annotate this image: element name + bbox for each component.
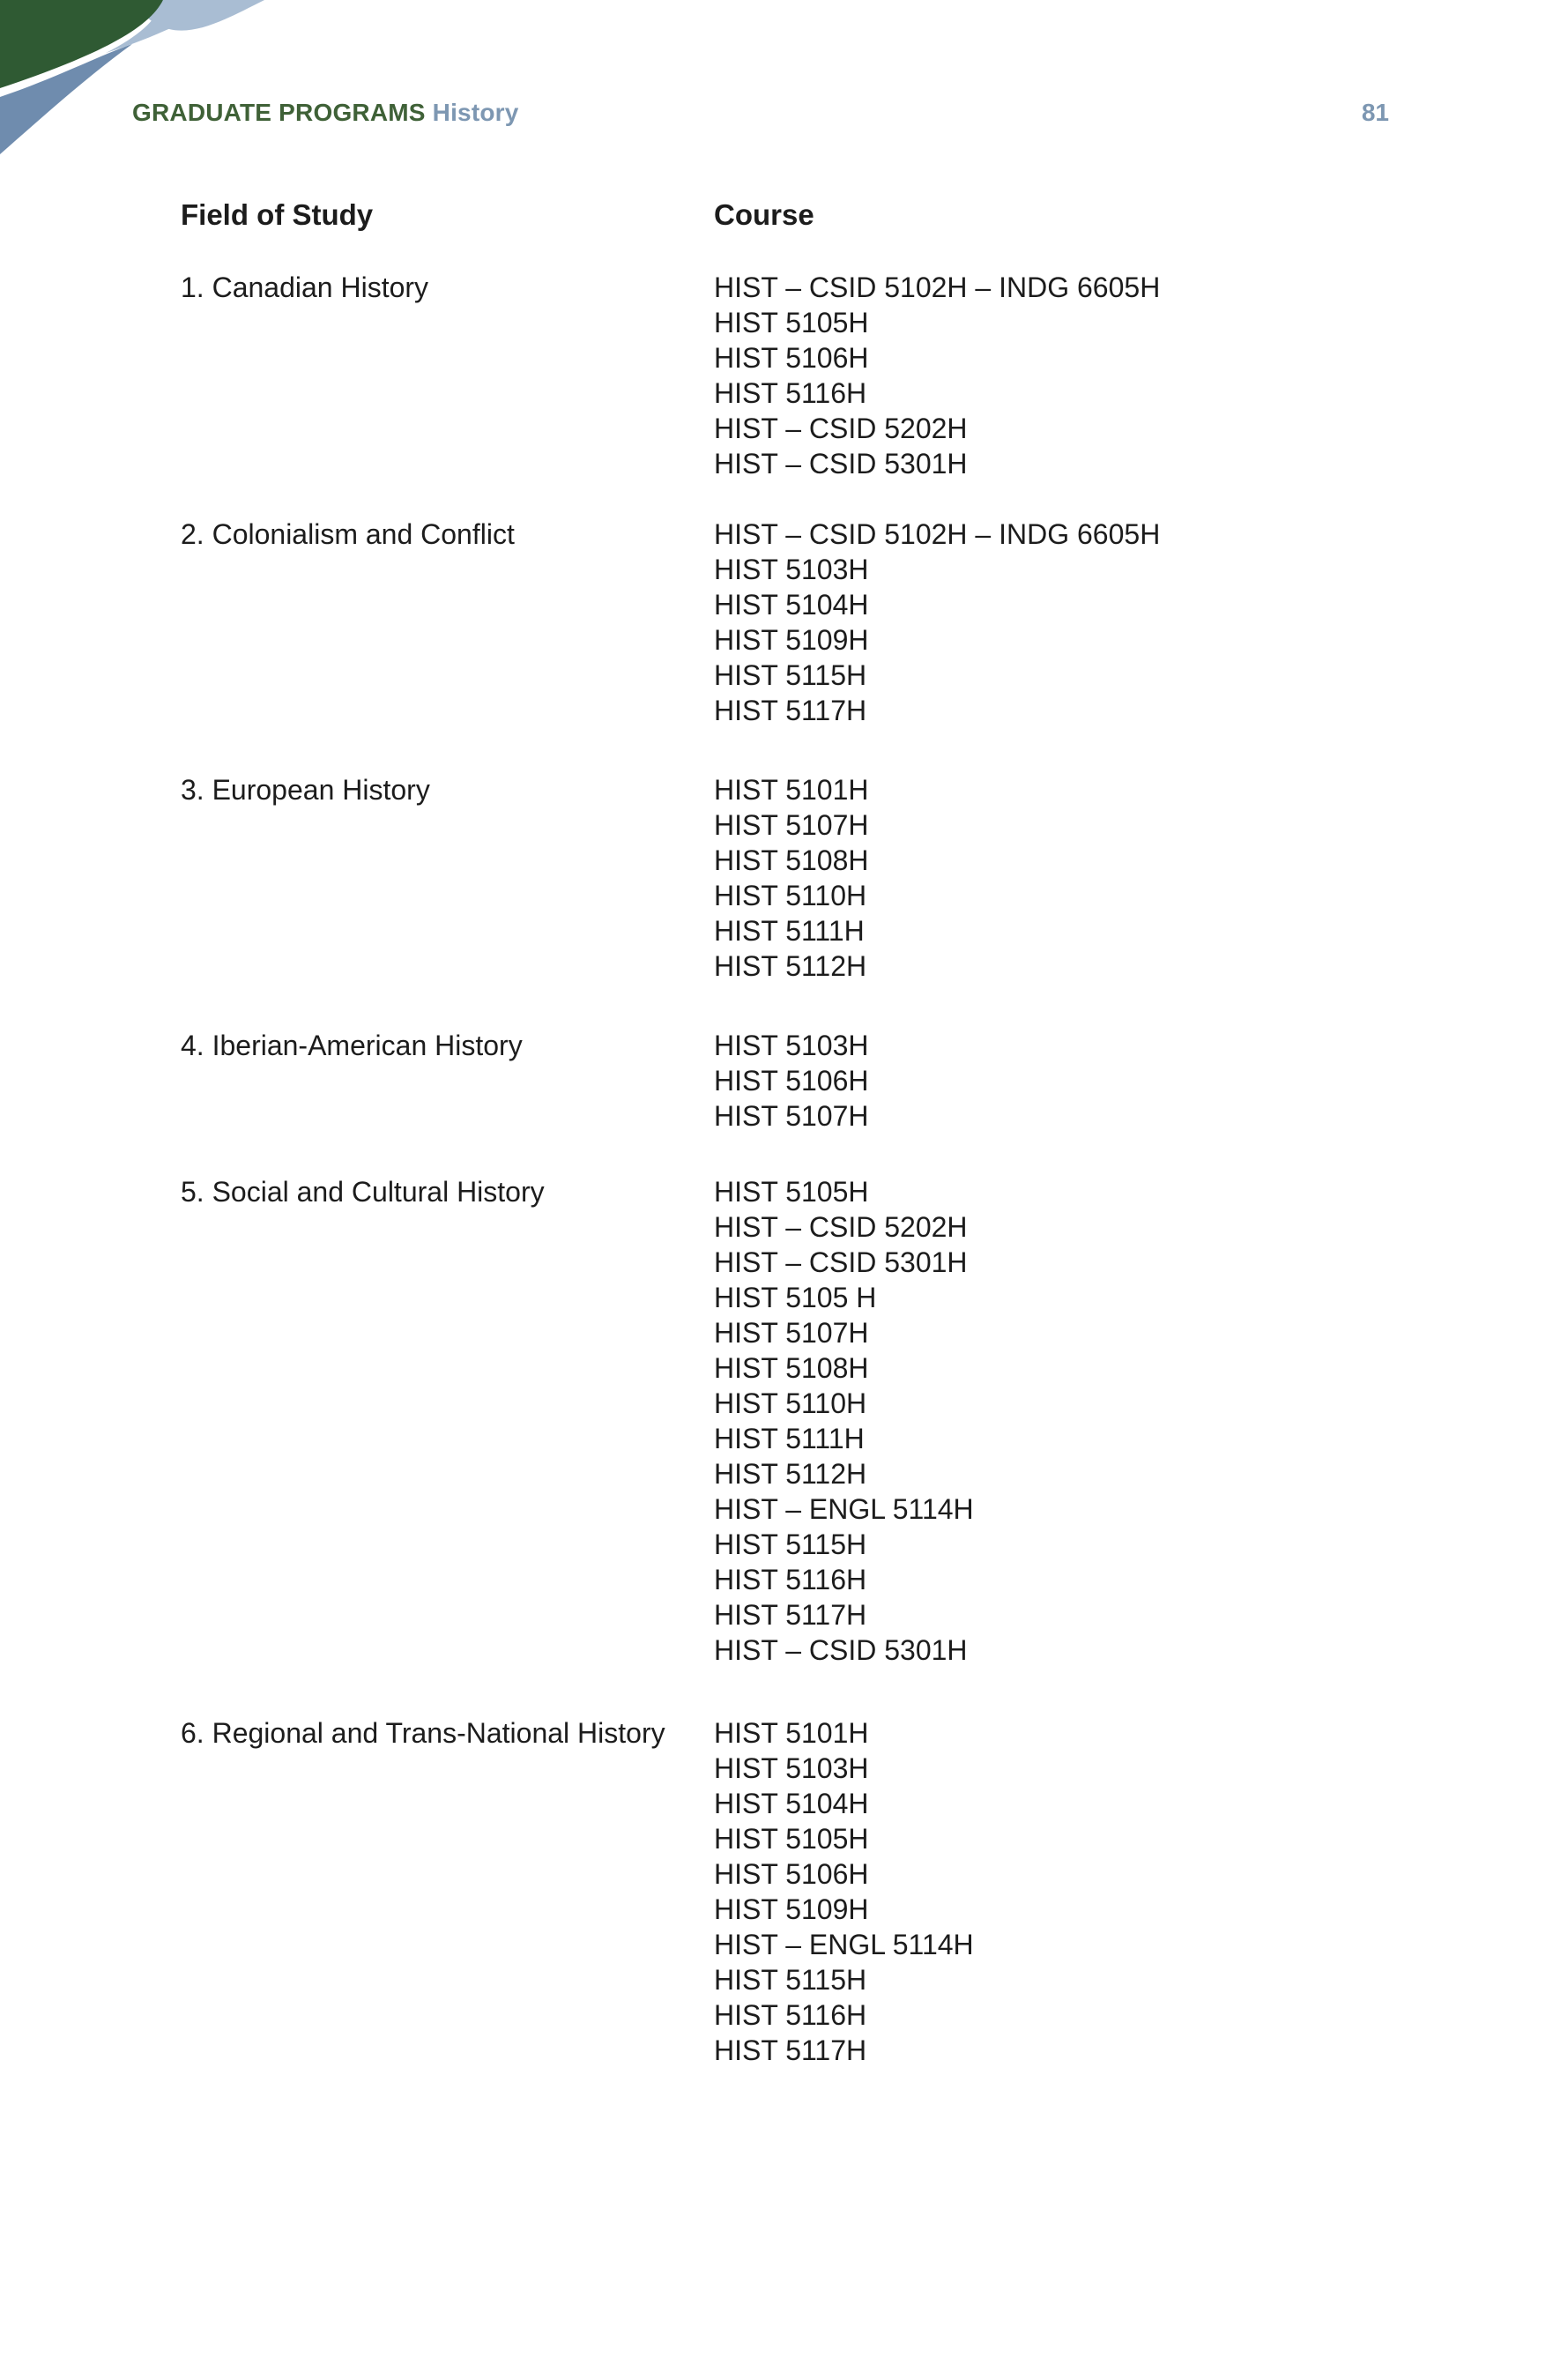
course-code: HIST – ENGL 5114H <box>714 1929 974 1960</box>
table-row <box>181 270 1326 481</box>
course-code: HIST 5110H <box>714 1387 867 1419</box>
course-code: HIST 5109H <box>714 1893 869 1925</box>
table-row <box>181 1715 1326 2068</box>
course-code: HIST 5103H <box>714 554 869 585</box>
course-code: HIST – CSID 5301H <box>714 448 968 480</box>
course-code: HIST 5112H <box>714 950 867 982</box>
course-list <box>714 1174 1326 1668</box>
course-code: HIST 5106H <box>714 1065 869 1097</box>
field-of-study-header: Field of Study <box>181 198 374 231</box>
course-code: HIST 5116H <box>714 377 867 409</box>
running-head <box>132 99 519 127</box>
page-number: 81 <box>1361 99 1389 126</box>
course-code: HIST – CSID 5301H <box>714 1246 968 1278</box>
course-list <box>714 270 1326 481</box>
course-code: HIST 5109H <box>714 624 869 656</box>
course-code: HIST 5104H <box>714 589 869 621</box>
field-course-table <box>181 196 1326 2068</box>
course-code: HIST – CSID 5102H – INDG 6605H <box>714 518 1161 550</box>
course-code: HIST 5106H <box>714 1858 869 1890</box>
course-code: HIST 5107H <box>714 809 869 841</box>
course-code: HIST 5116H <box>714 1564 867 1595</box>
course-code: HIST 5111H <box>714 1423 865 1454</box>
course-code: HIST 5117H <box>714 695 867 726</box>
course-code: HIST 5104H <box>714 1788 869 1819</box>
course-code: HIST 5107H <box>714 1317 869 1349</box>
course-code: HIST 5112H <box>714 1458 867 1490</box>
course-list <box>714 517 1326 728</box>
corner-decoration <box>0 0 264 176</box>
course-code: HIST 5105H <box>714 1176 869 1208</box>
course-code: HIST 5108H <box>714 844 869 876</box>
field-of-study: 5. Social and Cultural History <box>181 1176 545 1208</box>
field-of-study: 6. Regional and Trans-National History <box>181 1717 665 1749</box>
running-head-section: GRADUATE PROGRAMS <box>132 99 426 126</box>
course-list <box>714 1715 1326 2068</box>
course-code: HIST 5101H <box>714 1717 869 1749</box>
course-code: HIST 5101H <box>714 774 869 806</box>
course-code: HIST 5115H <box>714 1528 867 1560</box>
course-code: HIST 5108H <box>714 1352 869 1384</box>
table-row <box>181 517 1326 728</box>
course-code: HIST 5111H <box>714 915 865 947</box>
course-code: HIST 5105H <box>714 307 869 338</box>
table-row <box>181 1028 1326 1134</box>
table-row <box>181 772 1326 984</box>
course-code: HIST 5115H <box>714 1964 867 1996</box>
course-code: HIST 5106H <box>714 342 869 374</box>
course-code: HIST 5107H <box>714 1100 869 1132</box>
course-code: HIST 5103H <box>714 1030 869 1061</box>
table-row <box>181 1174 1326 1668</box>
course-code: HIST 5115H <box>714 659 867 691</box>
course-list <box>714 1028 1326 1134</box>
course-code: HIST – ENGL 5114H <box>714 1493 974 1525</box>
course-code: HIST 5103H <box>714 1752 869 1784</box>
field-of-study: 4. Iberian-American History <box>181 1030 523 1061</box>
course-code: HIST – CSID 5102H – INDG 6605H <box>714 271 1161 303</box>
course-code: HIST – CSID 5202H <box>714 413 968 444</box>
course-code: HIST – CSID 5202H <box>714 1211 968 1243</box>
course-code: HIST 5110H <box>714 880 867 911</box>
table-header-row <box>181 196 1326 234</box>
running-head-subsection: History <box>432 99 519 126</box>
course-list <box>714 772 1326 984</box>
course-header: Course <box>714 198 814 231</box>
course-code: HIST 5105 H <box>714 1282 877 1313</box>
field-of-study: 1. Canadian History <box>181 271 429 303</box>
course-code: HIST 5117H <box>714 1599 867 1631</box>
course-code: HIST – CSID 5301H <box>714 1634 968 1666</box>
course-code: HIST 5117H <box>714 2034 867 2066</box>
field-of-study: 3. European History <box>181 774 430 806</box>
field-of-study: 2. Colonialism and Conflict <box>181 518 515 550</box>
course-code: HIST 5105H <box>714 1823 869 1855</box>
course-code: HIST 5116H <box>714 1999 867 2031</box>
